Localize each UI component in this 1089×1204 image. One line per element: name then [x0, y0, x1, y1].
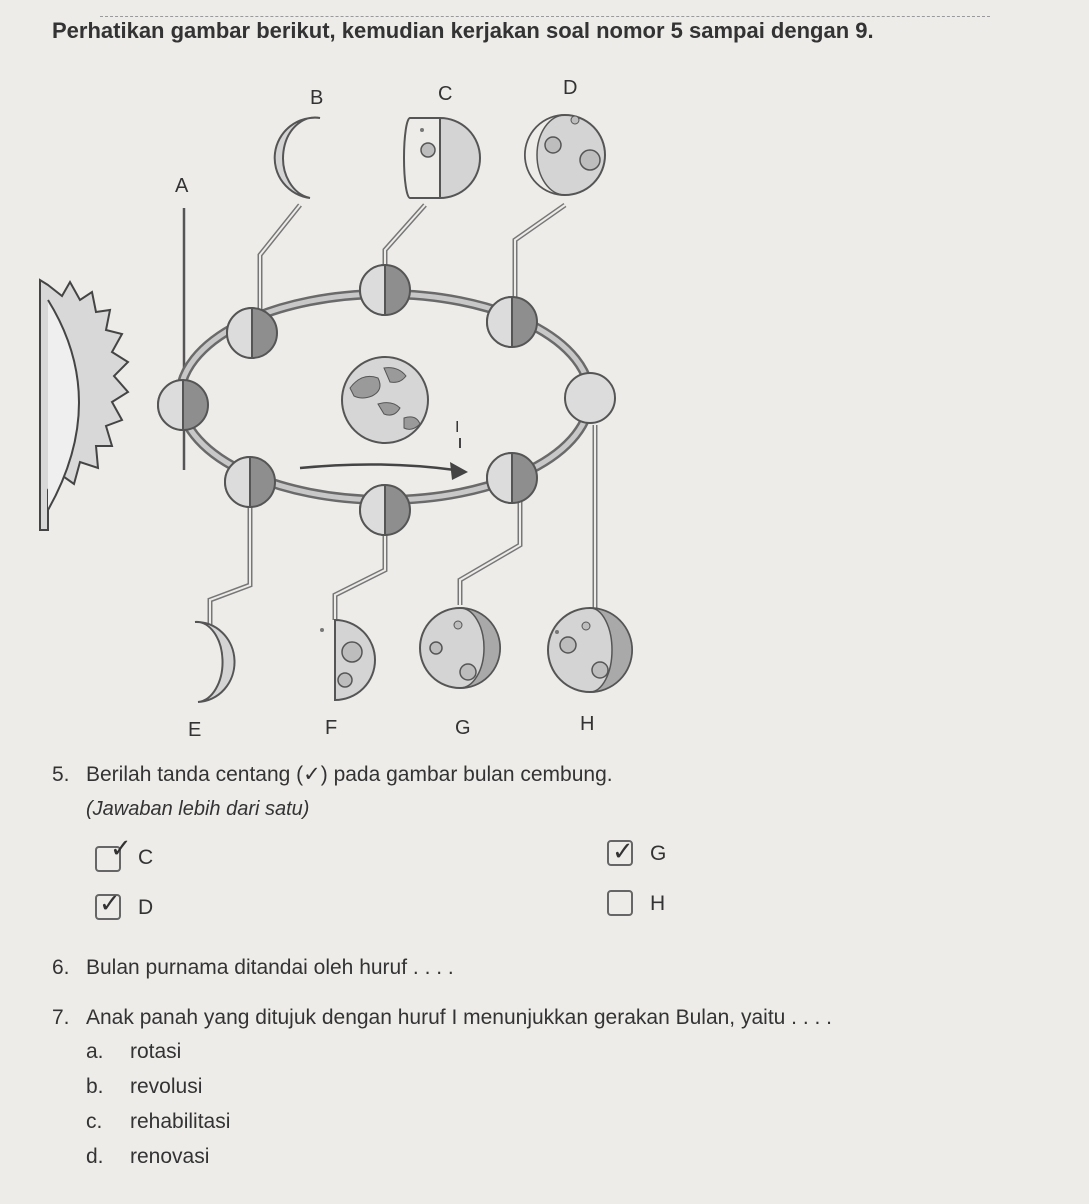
orbit-moon-top-right [487, 297, 537, 347]
choice-b-letter: b. [86, 1075, 104, 1098]
checkmark-d: ✓ [99, 888, 121, 918]
question-6 [52, 956, 454, 980]
checkbox-c-label: C [138, 846, 154, 869]
moon-b-crescent-icon [275, 118, 320, 198]
checkmark-c: ✓ [110, 833, 132, 863]
label-e: E [188, 719, 202, 741]
orbit-moon-bottom [360, 485, 410, 535]
question-6-number: 6. [52, 956, 70, 979]
orbit-moon-top-left [227, 308, 277, 358]
question-5-text: Berilah tanda centang (✓) pada gambar bulan cembung. [86, 763, 613, 786]
choice-d-text: renovasi [130, 1145, 210, 1168]
question-7 [52, 1006, 832, 1030]
choice-c-text: rehabilitasi [130, 1110, 231, 1133]
sun-icon [40, 280, 128, 530]
question-6-text: Bulan purnama ditandai oleh huruf . . . . [86, 956, 454, 979]
choice-b[interactable] [86, 1075, 202, 1099]
orbit-moon-top [360, 265, 410, 315]
choice-b-text: revolusi [130, 1075, 203, 1098]
moon-g-gibbous-icon [420, 608, 500, 688]
question-5 [52, 762, 613, 787]
moon-c-half-icon [404, 118, 480, 198]
instruction-text: Perhatikan gambar berikut, kemudian kerjakan soal nomor 5 sampai dengan 9. [52, 18, 874, 43]
moon-d-gibbous-icon [525, 115, 605, 195]
checkmark-g: ✓ [612, 836, 634, 866]
orbit-moon-right [565, 373, 615, 423]
checkbox-g-label: G [650, 842, 667, 865]
choice-d-letter: d. [86, 1145, 104, 1168]
question-7-number: 7. [52, 1006, 70, 1029]
choice-c-letter: c. [86, 1110, 103, 1133]
choice-a-letter: a. [86, 1040, 104, 1063]
label-f: F [325, 717, 338, 739]
choice-d[interactable] [86, 1145, 209, 1169]
moon-h-gibbous-icon [548, 608, 632, 692]
question-5-note: (Jawaban lebih dari satu) [86, 798, 310, 820]
label-h: H [580, 713, 595, 735]
label-a: A [175, 175, 189, 197]
choice-a[interactable] [86, 1040, 181, 1064]
label-c: C [438, 83, 453, 105]
checkbox-h[interactable] [607, 890, 633, 916]
question-5-number: 5. [52, 763, 70, 786]
orbit-moon-bottom-left [225, 457, 275, 507]
label-b: B [310, 87, 324, 109]
label-g: G [455, 717, 471, 739]
choice-a-text: rotasi [130, 1040, 182, 1063]
earth-icon [342, 357, 428, 443]
choice-c[interactable] [86, 1110, 230, 1134]
checkbox-h-label: H [650, 892, 666, 915]
checkbox-d-label: D [138, 896, 154, 919]
label-d: D [563, 77, 578, 99]
label-i: I [455, 419, 460, 436]
question-7-text: Anak panah yang ditujuk dengan huruf I menunjukkan gerakan Bulan, yaitu . . . . [86, 1006, 833, 1029]
moon-f-half-icon [320, 620, 375, 700]
orbit-arrow [300, 438, 468, 480]
orbit-moon-left [158, 380, 208, 430]
orbit-moon-bottom-right [487, 453, 537, 503]
moon-e-crescent-icon [195, 622, 235, 702]
